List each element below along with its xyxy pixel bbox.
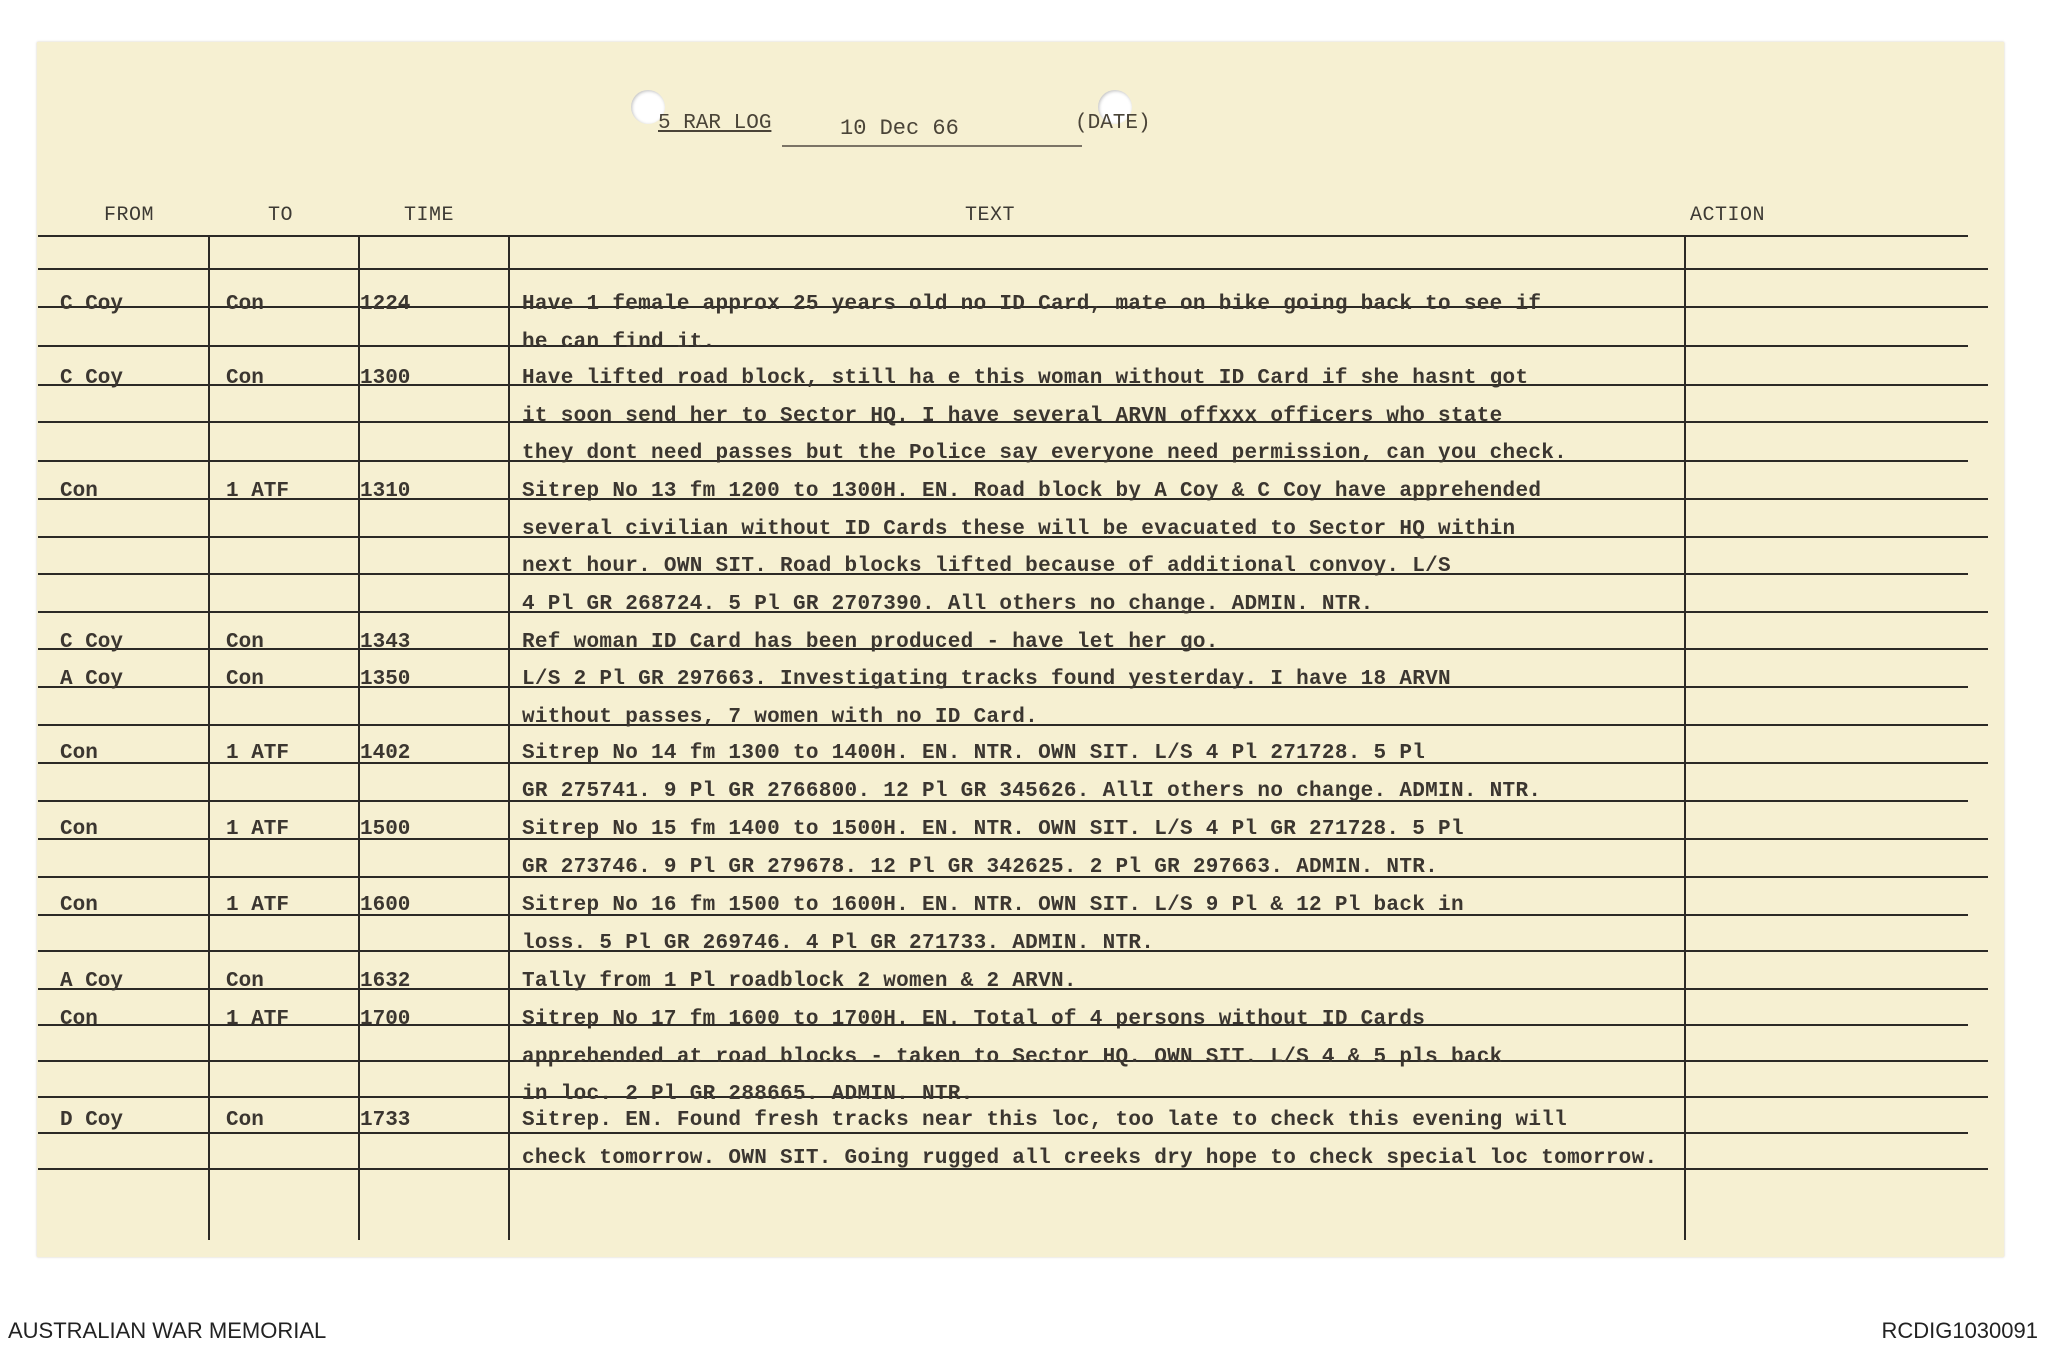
entry-text-line: it soon send her to Sector HQ. I have several ARVN offxxx officers who state bbox=[522, 404, 1503, 428]
entry-text-line: 4 Pl GR 268724. 5 Pl GR 2707390. All others no change. ADMIN. NTR. bbox=[522, 593, 1374, 617]
table-rule bbox=[38, 1096, 1988, 1098]
entry-text-line: Tally from 1 Pl roadblock 2 women & 2 ARVN. bbox=[522, 970, 1077, 993]
entry-text-line: Have lifted road block, still ha e this woman without ID Card if she hasnt got bbox=[522, 367, 1529, 390]
entry-text-line: Sitrep. EN. Found fresh tracks near this loc, too late to check this evening will bbox=[522, 1109, 1568, 1132]
entry-text-line: GR 273746. 9 Pl GR 279678. 12 Pl GR 342625. 2 Pl GR 297663. ADMIN. NTR. bbox=[522, 855, 1439, 879]
column-divider bbox=[208, 235, 210, 1240]
column-header-text: TEXT bbox=[965, 204, 1016, 227]
entry-to: 1 ATF bbox=[226, 894, 290, 917]
entry-time: 1700 bbox=[360, 1008, 411, 1031]
entry-to: Con bbox=[226, 1109, 264, 1132]
entry-text-line: next hour. OWN SIT. Road blocks lifted because of additional convoy. L/S bbox=[522, 555, 1451, 579]
footer-record-id: RCDIG1030091 bbox=[1881, 1318, 2038, 1343]
entry-text-line: without passes, 7 women with no ID Card. bbox=[522, 705, 1039, 729]
entry-text-line: Sitrep No 14 fm 1300 to 1400H. EN. NTR. OWN SIT. L/S 4 Pl 271728. 5 Pl bbox=[522, 742, 1426, 765]
entry-to: Con bbox=[226, 293, 264, 316]
entry-text-line: several civilian without ID Cards these will be evacuated to Sector HQ within bbox=[522, 517, 1516, 541]
entry-time: 1224 bbox=[360, 293, 411, 316]
entry-text-line: they dont need passes but the Police say everyone need permission, can you check. bbox=[522, 442, 1568, 466]
entry-time: 1343 bbox=[360, 631, 411, 654]
entry-text-line: Sitrep No 16 fm 1500 to 1600H. EN. NTR. OWN SIT. L/S 9 Pl & 12 Pl back in bbox=[522, 894, 1464, 917]
entry-from: Con bbox=[60, 742, 98, 765]
entry-from: C Coy bbox=[60, 367, 124, 390]
column-header-from: FROM bbox=[104, 204, 155, 227]
entry-to: 1 ATF bbox=[226, 480, 290, 503]
entry-from: A Coy bbox=[60, 668, 124, 691]
entry-from: C Coy bbox=[60, 293, 124, 316]
column-divider bbox=[1684, 235, 1686, 1240]
log-title: 5 RAR LOG bbox=[658, 112, 772, 135]
entry-to: Con bbox=[226, 668, 264, 691]
date-label: (DATE) bbox=[1075, 112, 1151, 135]
entry-from: Con bbox=[60, 894, 98, 917]
entry-text-line: check tomorrow. OWN SIT. Going rugged all creeks dry hope to check special loc tomorrow. bbox=[522, 1146, 1658, 1170]
entry-to: Con bbox=[226, 631, 264, 654]
entry-to: 1 ATF bbox=[226, 1008, 290, 1031]
entry-text-line: he can find it. bbox=[522, 330, 716, 354]
column-divider bbox=[508, 235, 510, 1240]
entry-from: A Coy bbox=[60, 970, 124, 993]
entry-text-line: Sitrep No 17 fm 1600 to 1700H. EN. Total of 4 persons without ID Cards bbox=[522, 1008, 1426, 1031]
entry-to: 1 ATF bbox=[226, 742, 290, 765]
table-rule bbox=[38, 1132, 1968, 1134]
entry-text-line: apprehended at road blocks - taken to Sector HQ. OWN SIT. L/S 4 & 5 pls back bbox=[522, 1045, 1503, 1069]
entry-time: 1733 bbox=[360, 1109, 411, 1132]
entry-text-line: GR 275741. 9 Pl GR 2766800. 12 Pl GR 345626. AllI others no change. ADMIN. NTR. bbox=[522, 779, 1542, 803]
entry-text-line: loss. 5 Pl GR 269746. 4 Pl GR 271733. ADMIN. NTR. bbox=[522, 931, 1155, 955]
entry-time: 1632 bbox=[360, 970, 411, 993]
entry-from: D Coy bbox=[60, 1109, 124, 1132]
top-rule bbox=[38, 235, 1968, 237]
entry-to: Con bbox=[226, 367, 264, 390]
entry-from: Con bbox=[60, 1008, 98, 1031]
entry-text-line: Sitrep No 13 fm 1200 to 1300H. EN. Road block by A Coy & C Coy have apprehended bbox=[522, 480, 1542, 503]
entry-time: 1402 bbox=[360, 742, 411, 765]
entry-to: Con bbox=[226, 970, 264, 993]
table-rule bbox=[38, 345, 1968, 347]
column-header-action: ACTION bbox=[1690, 204, 1766, 227]
entry-time: 1350 bbox=[360, 668, 411, 691]
entry-to: 1 ATF bbox=[226, 818, 290, 841]
log-date: 10 Dec 66 bbox=[840, 116, 959, 141]
entry-text-line: Sitrep No 15 fm 1400 to 1500H. EN. NTR. OWN SIT. L/S 4 Pl GR 271728. 5 Pl bbox=[522, 818, 1464, 841]
table-rule bbox=[38, 268, 1988, 270]
entry-time: 1310 bbox=[360, 480, 411, 503]
entry-time: 1600 bbox=[360, 894, 411, 917]
entry-time: 1500 bbox=[360, 818, 411, 841]
entry-from: Con bbox=[60, 818, 98, 841]
footer-credit: AUSTRALIAN WAR MEMORIAL bbox=[8, 1318, 327, 1343]
entry-text-line: Have 1 female approx 25 years old no ID Card, mate on bike going back to see if bbox=[522, 293, 1542, 316]
entry-text-line: Ref woman ID Card has been produced - have let her go. bbox=[522, 631, 1219, 654]
entry-text-line: in loc. 2 Pl GR 288665. ADMIN. NTR. bbox=[522, 1083, 974, 1107]
entry-from: C Coy bbox=[60, 631, 124, 654]
entry-from: Con bbox=[60, 480, 98, 503]
column-header-to: TO bbox=[268, 204, 294, 227]
entry-text-line: L/S 2 Pl GR 297663. Investigating tracks found yesterday. I have 18 ARVN bbox=[522, 668, 1451, 691]
entry-time: 1300 bbox=[360, 367, 411, 390]
column-header-time: TIME bbox=[404, 204, 455, 227]
